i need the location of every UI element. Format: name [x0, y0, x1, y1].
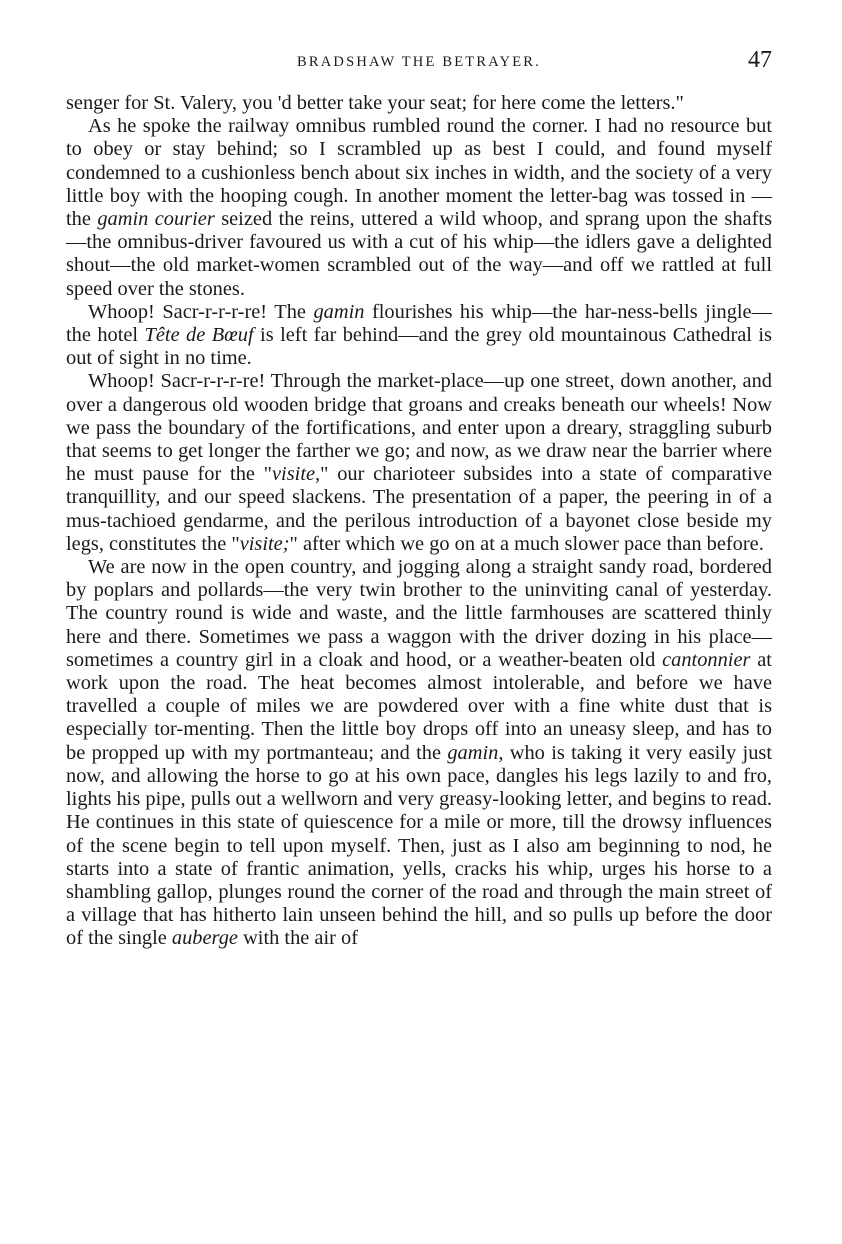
text-run: We are now in the open country, and jogging along a straight sandy road, bordered by poplars and pollards—the very twin brother to the uninviting canal of yesterday. The country round is wide and waste, and the little farmhouses are scattered thinly here and there. Sometimes we pass a waggon with the driver dozing in his place—sometimes a country girl in a cloak and hood, or a weather-beaten old	[66, 556, 772, 671]
text-run: at work upon the road. The heat becomes almost intolerable, and before we have travelled a couple of miles we are powdered over with a fine white dust that is especially tor-menting. Then the little boy drops off into an uneasy sleep, and has to be propped up with my portmanteau; and the	[66, 648, 772, 764]
text-run: " after which we go on at a much slower pace than before.	[289, 532, 764, 555]
text-run: who is taking it very easily just now, and allowing the horse to go at his own pace, dangles his legs lazily to and fro, lights his pipe, pulls out a wellworn and very greasy-looking letter, and begins to read. He continues in this state of quiescence for a mile or more, till the drowsy influences of the scene begin to tell upon myself. Then, just as I also am beginning to nod, he starts into a state of frantic animation, yells, cracks his whip, urges his horse to a shambling gallop, plunges round the corner of the road and through the main street of a village that has hitherto lain unseen behind the hill, and so pulls up before the door of the single	[66, 741, 772, 950]
italic-phrase: gamin,	[447, 741, 504, 764]
italic-phrase: visite,	[272, 463, 321, 486]
paragraph-1	[66, 92, 772, 115]
italic-phrase: gamin	[313, 300, 365, 323]
running-title: BRADSHAW THE BETRAYER.	[297, 54, 541, 70]
book-page	[66, 48, 772, 951]
text-run: senger for St. Valery, you 'd better take your seat; for here come the letters."	[66, 92, 684, 114]
text-run: flourishes his whip—the har-ness-bells jingle—the hotel	[66, 300, 772, 347]
text-run: seized the reins, uttered a wild whoop, and sprang upon the shafts—the omnibus-driver favoured us with a cut of his whip—the idlers gave a delighted shout—the old market-women scrambled out of the way—and off we rattled at full speed over the stones.	[66, 208, 772, 300]
paragraph-4	[66, 370, 772, 556]
body-text	[66, 92, 772, 951]
paragraph-3	[66, 301, 772, 371]
italic-phrase: auberge	[171, 927, 238, 950]
text-run: As he spoke the railway omnibus rumbled round the corner. I had no resource but to obey or stay behind; so I scrambled up as best I could, and found myself condemned to a cushionless bench about six inches in width, and the society of a very little boy with the hooping cough. In another moment the letter-bag was tossed in —the	[66, 115, 772, 231]
italic-phrase: visite;	[239, 532, 290, 555]
italic-phrase: Tête de Bœuf	[144, 324, 254, 347]
page-number: 47	[748, 47, 772, 73]
text-run: with the air of	[237, 927, 359, 950]
text-run: Whoop! Sacr-r-r-r-re! The	[88, 300, 314, 323]
italic-phrase: cantonnier	[662, 648, 751, 671]
running-head	[66, 48, 772, 82]
italic-phrase: gamin courier	[97, 208, 215, 231]
text-run: is left far behind—and the grey old mountainous Cathedral is out of sight in no time.	[66, 324, 772, 370]
text-run: Whoop! Sacr-r-r-r-re! Through the market-place—up one street, down another, and over a dangerous old wooden bridge that groans and creaks beneath our wheels! Now we pass the boundary of the fortifications, and enter upon a dreary, straggling suburb that seems to get longer the farther we go; and now, as we draw near the barrier where he must pause for the "	[66, 370, 772, 486]
paragraph-5	[66, 556, 772, 950]
text-run: " our charioteer subsides into a state of comparative tranquillity, and our speed slackens. The presentation of a paper, the peering in of a mus-tachioed gendarme, and the perilous introduction of a bayonet close beside my legs, constitutes the "	[66, 463, 772, 555]
paragraph-2	[66, 115, 772, 301]
